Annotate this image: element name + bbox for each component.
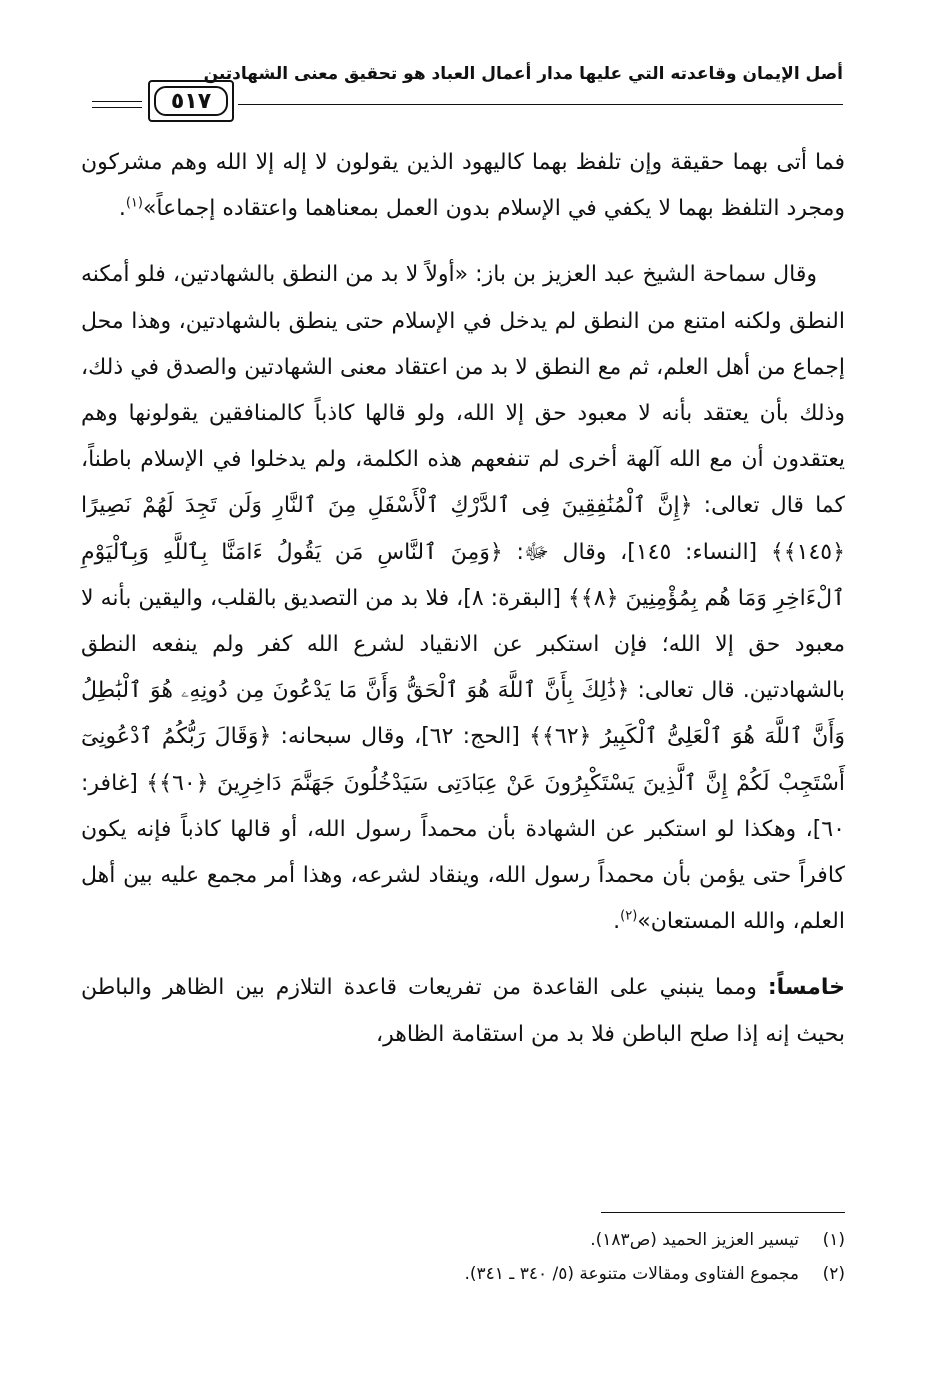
paragraph-2 (81, 252, 845, 945)
footnote-2 (81, 1257, 845, 1291)
paragraph-1-end: . (118, 196, 126, 222)
header-rule (238, 104, 843, 105)
running-title: أصل الإيمان وقاعدته التي عليها مدار أعمال العباد هو تحقيق معنى الشهادتين (203, 64, 843, 84)
footnote-1-text: تيسير العزيز الحميد (ص١٨٣). (590, 1230, 799, 1250)
footnotes (81, 1223, 845, 1291)
paragraph-3-lead: خامساً: (767, 975, 845, 1001)
paragraph-1-text: فما أتى بهما حقيقة وإن تلفظ بهما كاليهود الذين يقولون لا إله إلا الله وهم مشركون ومجرد التلفظ بهما لا يكفي في الإسلام بدون العمل بمعناهما واعتقاده إجماعاً» (81, 150, 845, 222)
paragraph-3-text: ومما ينبني على القاعدة من تفريعات قاعدة التلازم بين الظاهر والباطن بحيث إنه إذا صلح الباطن فلا بد من استقامة الظاهر، (81, 975, 845, 1047)
paragraph-1 (81, 140, 845, 232)
paragraph-2-text: وقال سماحة الشيخ عبد العزيز بن باز: «أولاً لا بد من النطق بالشهادتين، فلو أمكنه النطق ولكنه امتنع من النطق لم يدخل في الإسلام حتى ينطق بالشهادتين، وهذا محل إجماع من أهل العلم، ثم مع النطق لا بد من اعتقاد معنى الشهادتين والصدق في ذلك، وذلك بأن يعتقد بأنه لا معبود حق إلا الله، ولو قالها كاذباً كالمنافقين يقولونها وهم يعتقدون أن مع الله آلهة أخرى لم تنفعهم هذه الكلمة، ولم يدخلوا في الإسلام باطناً، كما قال تعالى: ﴿إِنَّ ٱلْمُنَٰفِقِينَ فِى ٱلدَّرْكِ ٱلْأَسْفَلِ مِنَ ٱلنَّارِ وَلَن تَجِدَ لَهُمْ نَصِيرًا ﴿١٤٥﴾﴾ [النساء: ١٤٥]، وقال ﷻ: ﴿وَمِنَ ٱلنَّاسِ مَن يَقُولُ ءَامَنَّا بِٱللَّهِ وَبِٱلْيَوْمِ ٱلْءَاخِرِ وَمَا هُم بِمُؤْمِنِينَ ﴿٨﴾﴾ [البقرة: ٨]، فلا بد من التصديق بالقلب، واليقين بأنه لا معبود حق إلا الله؛ فإن استكبر عن الانقياد لشرع الله كفر ولم ينفعه النطق بالشهادتين. قال تعالى: ﴿ذَٰلِكَ بِأَنَّ ٱللَّهَ هُوَ ٱلْحَقُّ وَأَنَّ مَا يَدْعُونَ مِن دُونِهِۦ هُوَ ٱلْبَٰطِلُ وَأَنَّ ٱللَّهَ هُوَ ٱلْعَلِىُّ ٱلْكَبِيرُ ﴿٦٢﴾﴾ [الحج: ٦٢]، وقال سبحانه: ﴿وَقَالَ رَبُّكُمُ ٱدْعُونِىٓ أَسْتَجِبْ لَكُمْ إِنَّ ٱلَّذِينَ يَسْتَكْبِرُونَ عَنْ عِبَادَتِى سَيَدْخُلُونَ جَهَنَّمَ دَاخِرِينَ ﴿٦٠﴾﴾ [غافر: ٦٠]، وهكذا لو استكبر عن الشهادة بأن محمداً رسول الله، أو قالها كاذباً فإنه يكون كافراً حتى يؤمن بأن محمداً رسول الله، وينقاد لشرعه، وهذا أمر مجمع عليه بين أهل العلم، والله المستعان» (81, 262, 846, 935)
footnote-rule (601, 1212, 845, 1213)
main-text (81, 140, 845, 1058)
page-number: ٥١٧ (170, 88, 212, 114)
footnote-ref-2: (٢) (620, 908, 638, 924)
footnote-1 (81, 1223, 845, 1257)
footnote-ref-1: (١) (125, 195, 143, 211)
footnote-2-text: مجموع الفتاوى ومقالات متنوعة (٥/ ٣٤٠ ـ ٣٤١). (464, 1264, 799, 1284)
footnote-1-number: (١) (822, 1230, 845, 1250)
paragraph-3 (81, 965, 845, 1057)
paragraph-2-end: . (613, 909, 621, 935)
footnote-2-number: (٢) (822, 1264, 845, 1284)
page-number-badge (148, 80, 234, 122)
header-rule-left (92, 101, 142, 108)
